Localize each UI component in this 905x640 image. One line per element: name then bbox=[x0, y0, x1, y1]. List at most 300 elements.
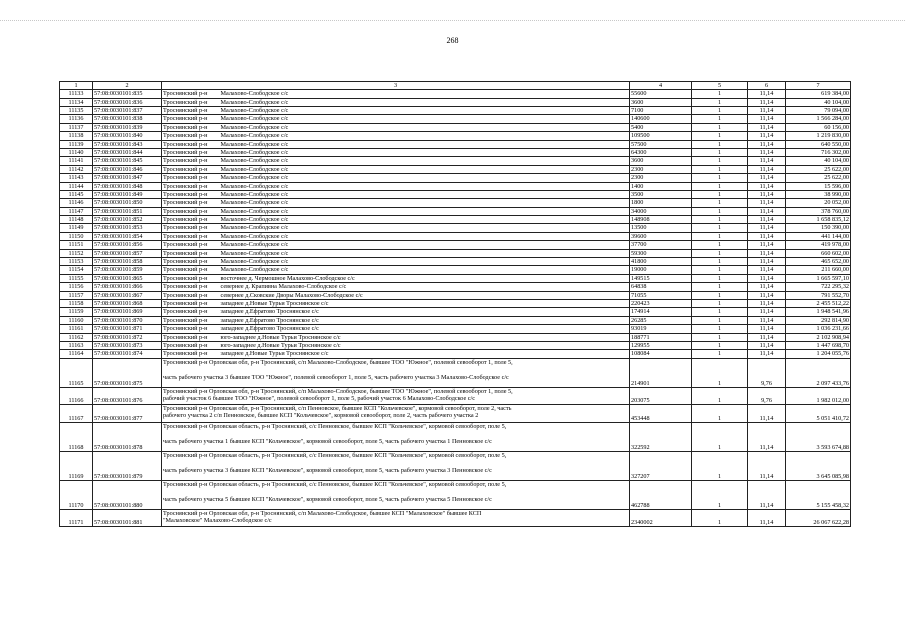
cost-value: 1 447 698,70 bbox=[786, 341, 851, 349]
column-header: 6 bbox=[748, 82, 786, 90]
cadastral-number: 57:08:0030101:872 bbox=[93, 333, 162, 341]
district-text: Троснянский р-н bbox=[163, 148, 208, 156]
description-text: Малахово-Слободское с/с bbox=[220, 115, 289, 123]
column-5-value: 1 bbox=[692, 232, 748, 240]
table-row bbox=[60, 333, 851, 341]
cadastral-number: 57:08:0030101:854 bbox=[93, 232, 162, 240]
cost-value: 1 658 835,12 bbox=[786, 216, 851, 224]
area-value: 2340002 bbox=[630, 509, 692, 526]
cadastral-number: 57:08:0030101:848 bbox=[93, 182, 162, 190]
district-text: Троснянский р-н bbox=[163, 316, 208, 324]
column-5-value: 1 bbox=[692, 157, 748, 165]
column-6-value: 11,14 bbox=[748, 182, 786, 190]
area-value: 19000 bbox=[630, 266, 692, 274]
description-line-1: Троснянский р-н Орловская обл, р-н Троснянский, с/п Малахово-Слободское, бывшее ТОО "Южное", полевой севооборот 1, поле 5, bbox=[163, 387, 513, 395]
location-cell bbox=[162, 106, 630, 114]
cost-value: 2 102 908,94 bbox=[786, 333, 851, 341]
cost-value: 150 390,00 bbox=[786, 224, 851, 232]
description-text: Малахово-Слободское с/с bbox=[220, 157, 289, 165]
location-cell bbox=[162, 132, 630, 140]
district-text: Троснянский р-н bbox=[163, 140, 208, 148]
district-text: Троснянский р-н bbox=[163, 308, 208, 316]
area-value: 26285 bbox=[630, 316, 692, 324]
table-row bbox=[60, 148, 851, 156]
table-row bbox=[60, 98, 851, 106]
table-row bbox=[60, 115, 851, 123]
column-5-value: 1 bbox=[692, 358, 748, 387]
description-line-1: Троснянский р-н Орловская обл, р-н Троснянский, с/п Малахово-Слободское, бывшее ТОО "Южное", полевой севооборот 1, поле 5, bbox=[163, 358, 513, 366]
description-line-1: Троснянский р-н Орловская область, р-н Троснянский, с/с Пенновское, бывшее КСП "Кольчевское", кормовой севооборот, поле 5, bbox=[163, 422, 507, 430]
table-row bbox=[60, 157, 851, 165]
district-text: Троснянский р-н bbox=[163, 266, 208, 274]
table-row bbox=[60, 274, 851, 282]
description-text: Малахово-Слободское с/с bbox=[220, 249, 289, 257]
row-number: 11139 bbox=[60, 140, 93, 148]
column-6-value: 11,14 bbox=[748, 140, 786, 148]
row-number: 11165 bbox=[60, 358, 93, 387]
district-text: Троснянский р-н bbox=[163, 299, 208, 307]
column-5-value: 1 bbox=[692, 174, 748, 182]
district-text: Троснянский р-н bbox=[163, 174, 208, 182]
row-number: 11150 bbox=[60, 232, 93, 240]
row-number: 11167 bbox=[60, 404, 93, 422]
column-header: 5 bbox=[692, 82, 748, 90]
location-cell bbox=[162, 299, 630, 307]
description-text: восточнее д. Чермошное Малахово-Слободское с/с bbox=[220, 274, 355, 282]
cadastral-number: 57:08:0030101:875 bbox=[93, 358, 162, 387]
description-text: Малахово-Слободское с/с bbox=[220, 182, 289, 190]
column-6-value: 11,14 bbox=[748, 316, 786, 324]
top-divider bbox=[0, 20, 905, 21]
table-row bbox=[60, 451, 851, 480]
location-cell bbox=[162, 258, 630, 266]
cost-value: 716 302,00 bbox=[786, 148, 851, 156]
area-value: 64300 bbox=[630, 148, 692, 156]
column-5-value: 1 bbox=[692, 190, 748, 198]
district-text: Троснянский р-н bbox=[163, 341, 208, 349]
column-5-value: 1 bbox=[692, 387, 748, 404]
description-line-2: часть рабочего участка 1 бывшее КСП "Кольчевское", кормовой севооборот, поле 5, часть рабочего участка 1 Пенновское с/с bbox=[163, 437, 492, 445]
column-6-value: 11,14 bbox=[748, 224, 786, 232]
cadastral-number: 57:08:0030101:839 bbox=[93, 123, 162, 131]
description-text: Малахово-Слободское с/с bbox=[220, 123, 289, 131]
district-text: Троснянский р-н bbox=[163, 216, 208, 224]
table-row bbox=[60, 299, 851, 307]
row-number: 11158 bbox=[60, 299, 93, 307]
district-text: Троснянский р-н bbox=[163, 182, 208, 190]
description-cell bbox=[162, 404, 630, 422]
district-text: Троснянский р-н bbox=[163, 90, 208, 98]
column-header: 3 bbox=[162, 82, 630, 90]
column-6-value: 11,14 bbox=[748, 291, 786, 299]
area-value: 59300 bbox=[630, 249, 692, 257]
description-text: Малахово-Слободское с/с bbox=[220, 207, 289, 215]
column-5-value: 1 bbox=[692, 249, 748, 257]
cost-value: 465 652,00 bbox=[786, 258, 851, 266]
location-cell bbox=[162, 182, 630, 190]
description-text: западнее д.Новые Турьи Троснянское с/с bbox=[220, 299, 329, 307]
row-number: 11171 bbox=[60, 509, 93, 526]
column-5-value: 1 bbox=[692, 241, 748, 249]
area-value: 5400 bbox=[630, 123, 692, 131]
column-6-value: 11,14 bbox=[748, 199, 786, 207]
column-5-value: 1 bbox=[692, 283, 748, 291]
table-row bbox=[60, 387, 851, 404]
cadastral-number: 57:08:0030101:850 bbox=[93, 199, 162, 207]
row-number: 11161 bbox=[60, 325, 93, 333]
row-number: 11148 bbox=[60, 216, 93, 224]
row-number: 11163 bbox=[60, 341, 93, 349]
column-5-value: 1 bbox=[692, 115, 748, 123]
area-value: 2300 bbox=[630, 174, 692, 182]
cadastral-number: 57:08:0030101:881 bbox=[93, 509, 162, 526]
description-text: севернее д. Крапивна Малахово-Слободское с/с bbox=[220, 283, 347, 291]
cadastral-number: 57:08:0030101:846 bbox=[93, 165, 162, 173]
cost-value: 5 051 410,72 bbox=[786, 404, 851, 422]
description-text: западнее д.Новые Турьи Троснянское с/с bbox=[220, 350, 329, 358]
table-row bbox=[60, 182, 851, 190]
cost-value: 419 978,00 bbox=[786, 241, 851, 249]
cadastral-number: 57:08:0030101:849 bbox=[93, 190, 162, 198]
cost-value: 1 948 541,96 bbox=[786, 308, 851, 316]
row-number: 11135 bbox=[60, 106, 93, 114]
column-5-value: 1 bbox=[692, 90, 748, 98]
area-value: 129955 bbox=[630, 341, 692, 349]
description-text: Малахово-Слободское с/с bbox=[220, 232, 289, 240]
row-number: 11169 bbox=[60, 451, 93, 480]
cost-value: 40 104,00 bbox=[786, 157, 851, 165]
table-row bbox=[60, 190, 851, 198]
column-5-value: 1 bbox=[692, 140, 748, 148]
district-text: Троснянский р-н bbox=[163, 325, 208, 333]
column-6-value: 11,14 bbox=[748, 207, 786, 215]
row-number: 11136 bbox=[60, 115, 93, 123]
location-cell bbox=[162, 207, 630, 215]
description-text: Малахово-Слободское с/с bbox=[220, 199, 289, 207]
row-number: 11149 bbox=[60, 224, 93, 232]
description-cell bbox=[162, 451, 630, 480]
cadastral-number: 57:08:0030101:878 bbox=[93, 422, 162, 451]
location-cell bbox=[162, 216, 630, 224]
row-number: 11134 bbox=[60, 98, 93, 106]
description-text: Малахово-Слободское с/с bbox=[220, 216, 289, 224]
location-cell bbox=[162, 241, 630, 249]
column-6-value: 11,14 bbox=[748, 165, 786, 173]
cadastral-number: 57:08:0030101:869 bbox=[93, 308, 162, 316]
column-6-value: 11,14 bbox=[748, 451, 786, 480]
district-text: Троснянский р-н bbox=[163, 157, 208, 165]
table-row bbox=[60, 325, 851, 333]
location-cell bbox=[162, 123, 630, 131]
description-text: юго-западнее д.Новые Турьи Троснянское с/с bbox=[220, 333, 341, 341]
district-text: Троснянский р-н bbox=[163, 106, 208, 114]
column-5-value: 1 bbox=[692, 165, 748, 173]
description-cell bbox=[162, 480, 630, 509]
column-6-value: 11,14 bbox=[748, 266, 786, 274]
column-5-value: 1 bbox=[692, 98, 748, 106]
cost-value: 640 550,00 bbox=[786, 140, 851, 148]
location-cell bbox=[162, 249, 630, 257]
district-text: Троснянский р-н bbox=[163, 274, 208, 282]
column-6-value: 9,76 bbox=[748, 358, 786, 387]
cadastral-number: 57:08:0030101:838 bbox=[93, 115, 162, 123]
cost-value: 25 622,00 bbox=[786, 165, 851, 173]
cost-value: 20 052,00 bbox=[786, 199, 851, 207]
cadastral-number: 57:08:0030101:845 bbox=[93, 157, 162, 165]
location-cell bbox=[162, 274, 630, 282]
cadastral-number: 57:08:0030101:857 bbox=[93, 249, 162, 257]
column-6-value: 11,14 bbox=[748, 157, 786, 165]
description-text: Малахово-Слободское с/с bbox=[220, 165, 289, 173]
table-row bbox=[60, 90, 851, 98]
cost-value: 1 982 012,00 bbox=[786, 387, 851, 404]
row-number: 11133 bbox=[60, 90, 93, 98]
description-text: западнее д.Ефратово Троснянское с/с bbox=[220, 308, 319, 316]
row-number: 11162 bbox=[60, 333, 93, 341]
cost-value: 1 566 284,00 bbox=[786, 115, 851, 123]
row-number: 11144 bbox=[60, 182, 93, 190]
area-value: 93019 bbox=[630, 325, 692, 333]
column-5-value: 1 bbox=[692, 350, 748, 358]
column-6-value: 11,14 bbox=[748, 258, 786, 266]
area-value: 188771 bbox=[630, 333, 692, 341]
description-text: севернее д.Сковские Дворы Малахово-Слободское с/с bbox=[220, 291, 363, 299]
row-number: 11147 bbox=[60, 207, 93, 215]
area-value: 322592 bbox=[630, 422, 692, 451]
column-5-value: 1 bbox=[692, 266, 748, 274]
table-row bbox=[60, 106, 851, 114]
column-5-value: 1 bbox=[692, 325, 748, 333]
cost-value: 378 760,00 bbox=[786, 207, 851, 215]
location-cell bbox=[162, 266, 630, 274]
description-text: западнее д.Ефратово Троснянское с/с bbox=[220, 325, 319, 333]
cost-value: 2 097 433,76 bbox=[786, 358, 851, 387]
district-text: Троснянский р-н bbox=[163, 132, 208, 140]
area-value: 1400 bbox=[630, 182, 692, 190]
row-number: 11157 bbox=[60, 291, 93, 299]
cadastral-number: 57:08:0030101:835 bbox=[93, 90, 162, 98]
table-row bbox=[60, 207, 851, 215]
cadastral-number: 57:08:0030101:858 bbox=[93, 258, 162, 266]
description-line-1: Троснянский р-н Орловская обл, р-н Троснянский, с/п Малахово-Слободское, бывшее КСП "Малаховское" бывшее КСП bbox=[163, 509, 482, 517]
column-6-value: 11,14 bbox=[748, 404, 786, 422]
row-number: 11143 bbox=[60, 174, 93, 182]
cadastral-number: 57:08:0030101:865 bbox=[93, 274, 162, 282]
area-value: 220423 bbox=[630, 299, 692, 307]
district-text: Троснянский р-н bbox=[163, 98, 208, 106]
table-row bbox=[60, 283, 851, 291]
table-row bbox=[60, 140, 851, 148]
cadastral-number: 57:08:0030101:873 bbox=[93, 341, 162, 349]
table-row bbox=[60, 341, 851, 349]
cost-value: 1 036 231,66 bbox=[786, 325, 851, 333]
cadastral-number: 57:08:0030101:859 bbox=[93, 266, 162, 274]
description-line-2: "Малаховское" Малахово-Слободское с/с bbox=[163, 516, 272, 524]
cadastral-number: 57:08:0030101:867 bbox=[93, 291, 162, 299]
district-text: Троснянский р-н bbox=[163, 283, 208, 291]
table-row bbox=[60, 249, 851, 257]
column-6-value: 11,14 bbox=[748, 115, 786, 123]
row-number: 11168 bbox=[60, 422, 93, 451]
column-6-value: 9,76 bbox=[748, 387, 786, 404]
area-value: 109500 bbox=[630, 132, 692, 140]
row-number: 11141 bbox=[60, 157, 93, 165]
description-line-2: рабочий участок 6 бывшее ТОО "Южное", полевой севооборот 1, поле 5, рабочий участок 6 Малахово-Слободское с/с bbox=[163, 394, 475, 402]
area-value: 34000 bbox=[630, 207, 692, 215]
location-cell bbox=[162, 232, 630, 240]
cost-value: 1 665 597,10 bbox=[786, 274, 851, 282]
location-cell bbox=[162, 174, 630, 182]
location-cell bbox=[162, 148, 630, 156]
column-5-value: 1 bbox=[692, 123, 748, 131]
description-text: Малахово-Слободское с/с bbox=[220, 190, 289, 198]
cadastral-number: 57:08:0030101:866 bbox=[93, 283, 162, 291]
description-text: Малахово-Слободское с/с bbox=[220, 224, 289, 232]
location-cell bbox=[162, 291, 630, 299]
cadastral-number: 57:08:0030101:876 bbox=[93, 387, 162, 404]
location-cell bbox=[162, 199, 630, 207]
district-text: Троснянский р-н bbox=[163, 224, 208, 232]
cadastral-number: 57:08:0030101:874 bbox=[93, 350, 162, 358]
district-text: Троснянский р-н bbox=[163, 350, 208, 358]
district-text: Троснянский р-н bbox=[163, 199, 208, 207]
table-row bbox=[60, 358, 851, 387]
area-value: 57500 bbox=[630, 140, 692, 148]
description-text: Малахово-Слободское с/с bbox=[220, 148, 289, 156]
cost-value: 211 660,00 bbox=[786, 266, 851, 274]
description-text: юго-западнее д.Новые Турьи Троснянское с/с bbox=[220, 341, 341, 349]
land-plots-table bbox=[59, 81, 851, 527]
description-text: западнее д.Ефратово Троснянское с/с bbox=[220, 316, 319, 324]
row-number: 11164 bbox=[60, 350, 93, 358]
cost-value: 441 144,00 bbox=[786, 232, 851, 240]
column-5-value: 1 bbox=[692, 148, 748, 156]
area-value: 64838 bbox=[630, 283, 692, 291]
column-6-value: 11,14 bbox=[748, 132, 786, 140]
column-5-value: 1 bbox=[692, 316, 748, 324]
cost-value: 15 596,00 bbox=[786, 182, 851, 190]
table-row bbox=[60, 480, 851, 509]
table-row bbox=[60, 199, 851, 207]
location-cell bbox=[162, 98, 630, 106]
column-5-value: 1 bbox=[692, 291, 748, 299]
column-header: 2 bbox=[93, 82, 162, 90]
description-cell bbox=[162, 509, 630, 526]
district-text: Троснянский р-н bbox=[163, 207, 208, 215]
column-6-value: 11,14 bbox=[748, 241, 786, 249]
description-text: Малахово-Слободское с/с bbox=[220, 90, 289, 98]
cadastral-number: 57:08:0030101:844 bbox=[93, 148, 162, 156]
area-value: 71055 bbox=[630, 291, 692, 299]
column-5-value: 1 bbox=[692, 308, 748, 316]
district-text: Троснянский р-н bbox=[163, 165, 208, 173]
district-text: Троснянский р-н bbox=[163, 241, 208, 249]
location-cell bbox=[162, 333, 630, 341]
area-value: 140600 bbox=[630, 115, 692, 123]
cadastral-number: 57:08:0030101:868 bbox=[93, 299, 162, 307]
cost-value: 1 204 055,76 bbox=[786, 350, 851, 358]
column-5-value: 1 bbox=[692, 333, 748, 341]
area-value: 3600 bbox=[630, 98, 692, 106]
area-value: 13500 bbox=[630, 224, 692, 232]
table-row bbox=[60, 316, 851, 324]
table-row bbox=[60, 291, 851, 299]
description-line-2: рабочего участка 2 с/п Пенновское, бывшее КСП "Кольчевское", кормовой севооборот, поле 2, часть рабочего участка 2 bbox=[163, 411, 479, 419]
table-row bbox=[60, 241, 851, 249]
location-cell bbox=[162, 325, 630, 333]
row-number: 11154 bbox=[60, 266, 93, 274]
cost-value: 3 645 085,98 bbox=[786, 451, 851, 480]
column-5-value: 1 bbox=[692, 299, 748, 307]
cost-value: 2 455 512,22 bbox=[786, 299, 851, 307]
table-row bbox=[60, 232, 851, 240]
column-5-value: 1 bbox=[692, 422, 748, 451]
table-row bbox=[60, 308, 851, 316]
district-text: Троснянский р-н bbox=[163, 258, 208, 266]
column-6-value: 11,14 bbox=[748, 174, 786, 182]
location-cell bbox=[162, 190, 630, 198]
description-line-1: Троснянский р-н Орловская область, р-н Троснянский, с/с Пенновское, бывшее КСП "Кольчевское", кормовой севооборот, поле 5, bbox=[163, 480, 507, 488]
column-5-value: 1 bbox=[692, 132, 748, 140]
column-5-value: 1 bbox=[692, 341, 748, 349]
description-text: Малахово-Слободское с/с bbox=[220, 258, 289, 266]
row-number: 11152 bbox=[60, 249, 93, 257]
column-6-value: 11,14 bbox=[748, 106, 786, 114]
cost-value: 722 295,32 bbox=[786, 283, 851, 291]
row-number: 11160 bbox=[60, 316, 93, 324]
district-text: Троснянский р-н bbox=[163, 249, 208, 257]
area-value: 148908 bbox=[630, 216, 692, 224]
row-number: 11156 bbox=[60, 283, 93, 291]
cost-value: 660 602,00 bbox=[786, 249, 851, 257]
cadastral-number: 57:08:0030101:836 bbox=[93, 98, 162, 106]
area-value: 203075 bbox=[630, 387, 692, 404]
column-6-value: 11,14 bbox=[748, 341, 786, 349]
cost-value: 292 814,90 bbox=[786, 316, 851, 324]
district-text: Троснянский р-н bbox=[163, 333, 208, 341]
cadastral-number: 57:08:0030101:851 bbox=[93, 207, 162, 215]
page-number: 268 bbox=[446, 36, 459, 45]
column-6-value: 11,14 bbox=[748, 123, 786, 131]
row-number: 11153 bbox=[60, 258, 93, 266]
description-line-2: часть рабочего участка 5 бывшее КСП "Кольчевское", кормовой севооборот, поле 5, часть рабочего участка 5 Пенновское с/с bbox=[163, 495, 492, 503]
cost-value: 1 219 830,00 bbox=[786, 132, 851, 140]
column-6-value: 11,14 bbox=[748, 232, 786, 240]
area-value: 149515 bbox=[630, 274, 692, 282]
table-row bbox=[60, 123, 851, 131]
location-cell bbox=[162, 115, 630, 123]
column-5-value: 1 bbox=[692, 106, 748, 114]
column-6-value: 11,14 bbox=[748, 274, 786, 282]
cost-value: 79 094,00 bbox=[786, 106, 851, 114]
row-number: 11145 bbox=[60, 190, 93, 198]
table-row bbox=[60, 350, 851, 358]
column-5-value: 1 bbox=[692, 199, 748, 207]
area-value: 1800 bbox=[630, 199, 692, 207]
cadastral-number: 57:08:0030101:852 bbox=[93, 216, 162, 224]
column-5-value: 1 bbox=[692, 480, 748, 509]
row-number: 11138 bbox=[60, 132, 93, 140]
column-6-value: 11,14 bbox=[748, 422, 786, 451]
cadastral-number: 57:08:0030101:871 bbox=[93, 325, 162, 333]
description-cell bbox=[162, 358, 630, 387]
table-row bbox=[60, 174, 851, 182]
location-cell bbox=[162, 224, 630, 232]
area-value: 7100 bbox=[630, 106, 692, 114]
district-text: Троснянский р-н bbox=[163, 123, 208, 131]
column-5-value: 1 bbox=[692, 274, 748, 282]
cadastral-number: 57:08:0030101:879 bbox=[93, 451, 162, 480]
